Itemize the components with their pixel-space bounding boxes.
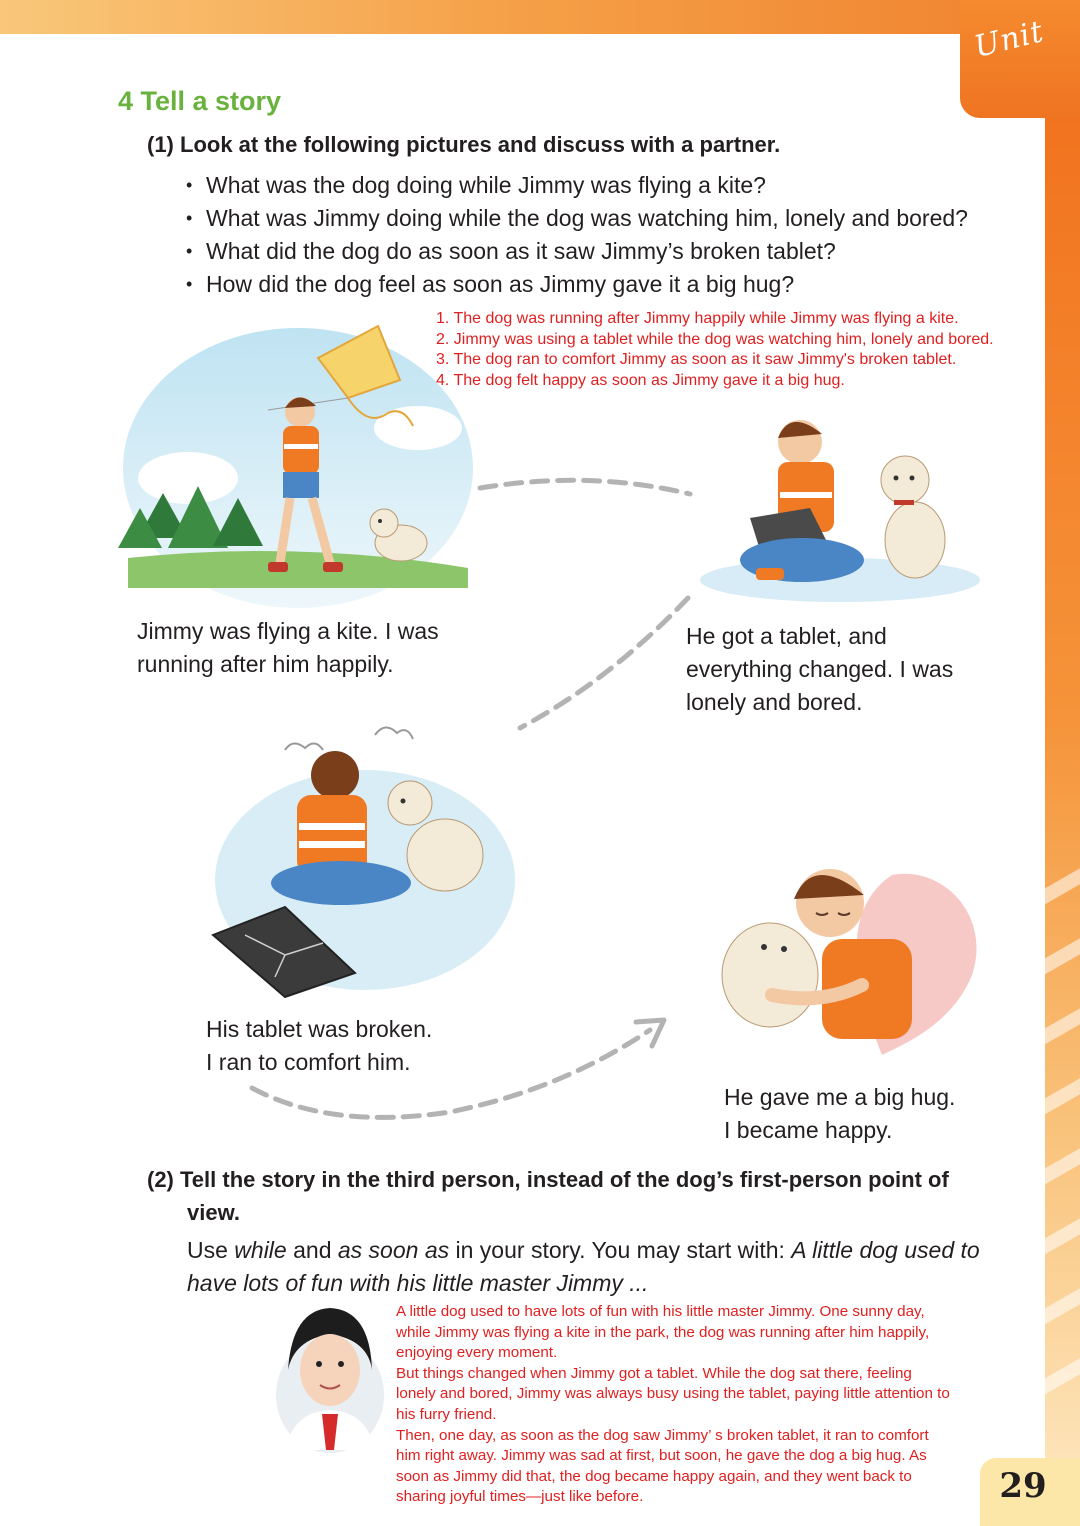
part1-heading: (1) Look at the following pictures and discuss with a partner. (147, 132, 781, 157)
story-line: Then, one day, as soon as the dog saw Jimmy’ s broken tablet, it ran to comfort (396, 1426, 929, 1444)
question-item: • How did the dog feel as soon as Jimmy gave it a big hug? (186, 269, 968, 302)
boy-with-tablet-illustration (690, 400, 990, 610)
story-line: while Jimmy was flying a kite in the park, the dog was running after him happily, (396, 1323, 930, 1341)
section-title: 4 Tell a story (118, 86, 282, 116)
instruction-line (187, 1234, 987, 1267)
instruction-text: and (286, 1237, 338, 1263)
part2-heading-line: view. (187, 1200, 240, 1225)
instruction-text: Use (187, 1237, 235, 1263)
picture-caption (686, 620, 953, 719)
story-line: lonely and bored, Jimmy was always busy using the tablet, paying little attention to (396, 1385, 950, 1403)
question-item: • What did the dog do as soon as it saw Jimmy’s broken tablet? (186, 236, 968, 269)
caption-line: He got a tablet, and (686, 623, 887, 649)
boy-flying-kite-illustration (118, 318, 478, 608)
caption-line: Jimmy was flying a kite. I was (137, 618, 439, 644)
story-line: enjoying every moment. (396, 1344, 558, 1362)
caption-line: I became happy. (724, 1117, 893, 1143)
picture-caption (724, 1081, 955, 1147)
answer-line: 1. The dog was running after Jimmy happily while Jimmy was flying a kite. (436, 310, 959, 327)
instruction-keyword: as soon as (337, 1237, 450, 1263)
caption-line: He gave me a big hug. (724, 1084, 956, 1110)
answer-line: 2. Jimmy was using a tablet while the dog was watching him, lonely and bored. (436, 330, 994, 348)
story-line: A little dog used to have lots of fun with his little master Jimmy. One sunny day, (396, 1303, 925, 1320)
instruction-keyword: while (234, 1237, 287, 1263)
story-line: soon as Jimmy did that, the dog became happy again, and they went back to (396, 1467, 912, 1485)
instruction-starter: have lots of fun with his little master Jimmy ... (187, 1270, 649, 1296)
unit-label: Unit (970, 14, 1048, 65)
broken-tablet-illustration (205, 715, 525, 1005)
part2-heading (147, 1163, 949, 1229)
instruction-starter: A little dog used to (791, 1237, 980, 1263)
caption-line: I ran to comfort him. (206, 1049, 411, 1075)
instruction-text: in your story. You may start with: (449, 1237, 792, 1263)
caption-line: lonely and bored. (686, 689, 863, 715)
story-line: his furry friend. (396, 1405, 497, 1423)
boy-hugging-dog-illustration (712, 855, 1002, 1070)
part2-heading-line: (2) Tell the story in the third person, instead of the dog’s first-person point of (147, 1167, 949, 1192)
story-line: sharing joyful times—just like before. (396, 1488, 644, 1506)
page-number: 29 (999, 1466, 1047, 1506)
picture-caption (206, 1013, 432, 1079)
question-item: • What was the dog doing while Jimmy was flying a kite? (186, 170, 968, 203)
story-line: him right away. Jimmy was sad at first, but soon, he gave the dog a big hug. As (396, 1447, 927, 1465)
question-item: • What was Jimmy doing while the dog was watching him, lonely and bored? (186, 203, 968, 236)
caption-line: His tablet was broken. (206, 1016, 433, 1042)
story-answer (396, 1302, 976, 1508)
answer-line: 4. The dog felt happy as soon as Jimmy gave it a big hug. (436, 371, 845, 389)
caption-line: everything changed. I was (686, 656, 954, 682)
story-line: But things changed when Jimmy got a tablet. While the dog sat there, feeling (396, 1364, 912, 1382)
picture-caption (137, 615, 439, 681)
instruction-line (187, 1267, 987, 1300)
caption-line: running after him happily. (137, 651, 394, 677)
part2-instruction (187, 1234, 987, 1300)
student-avatar (272, 1300, 392, 1456)
answer-line: 3. The dog ran to comfort Jimmy as soon as it saw Jimmy's broken tablet. (436, 351, 957, 369)
